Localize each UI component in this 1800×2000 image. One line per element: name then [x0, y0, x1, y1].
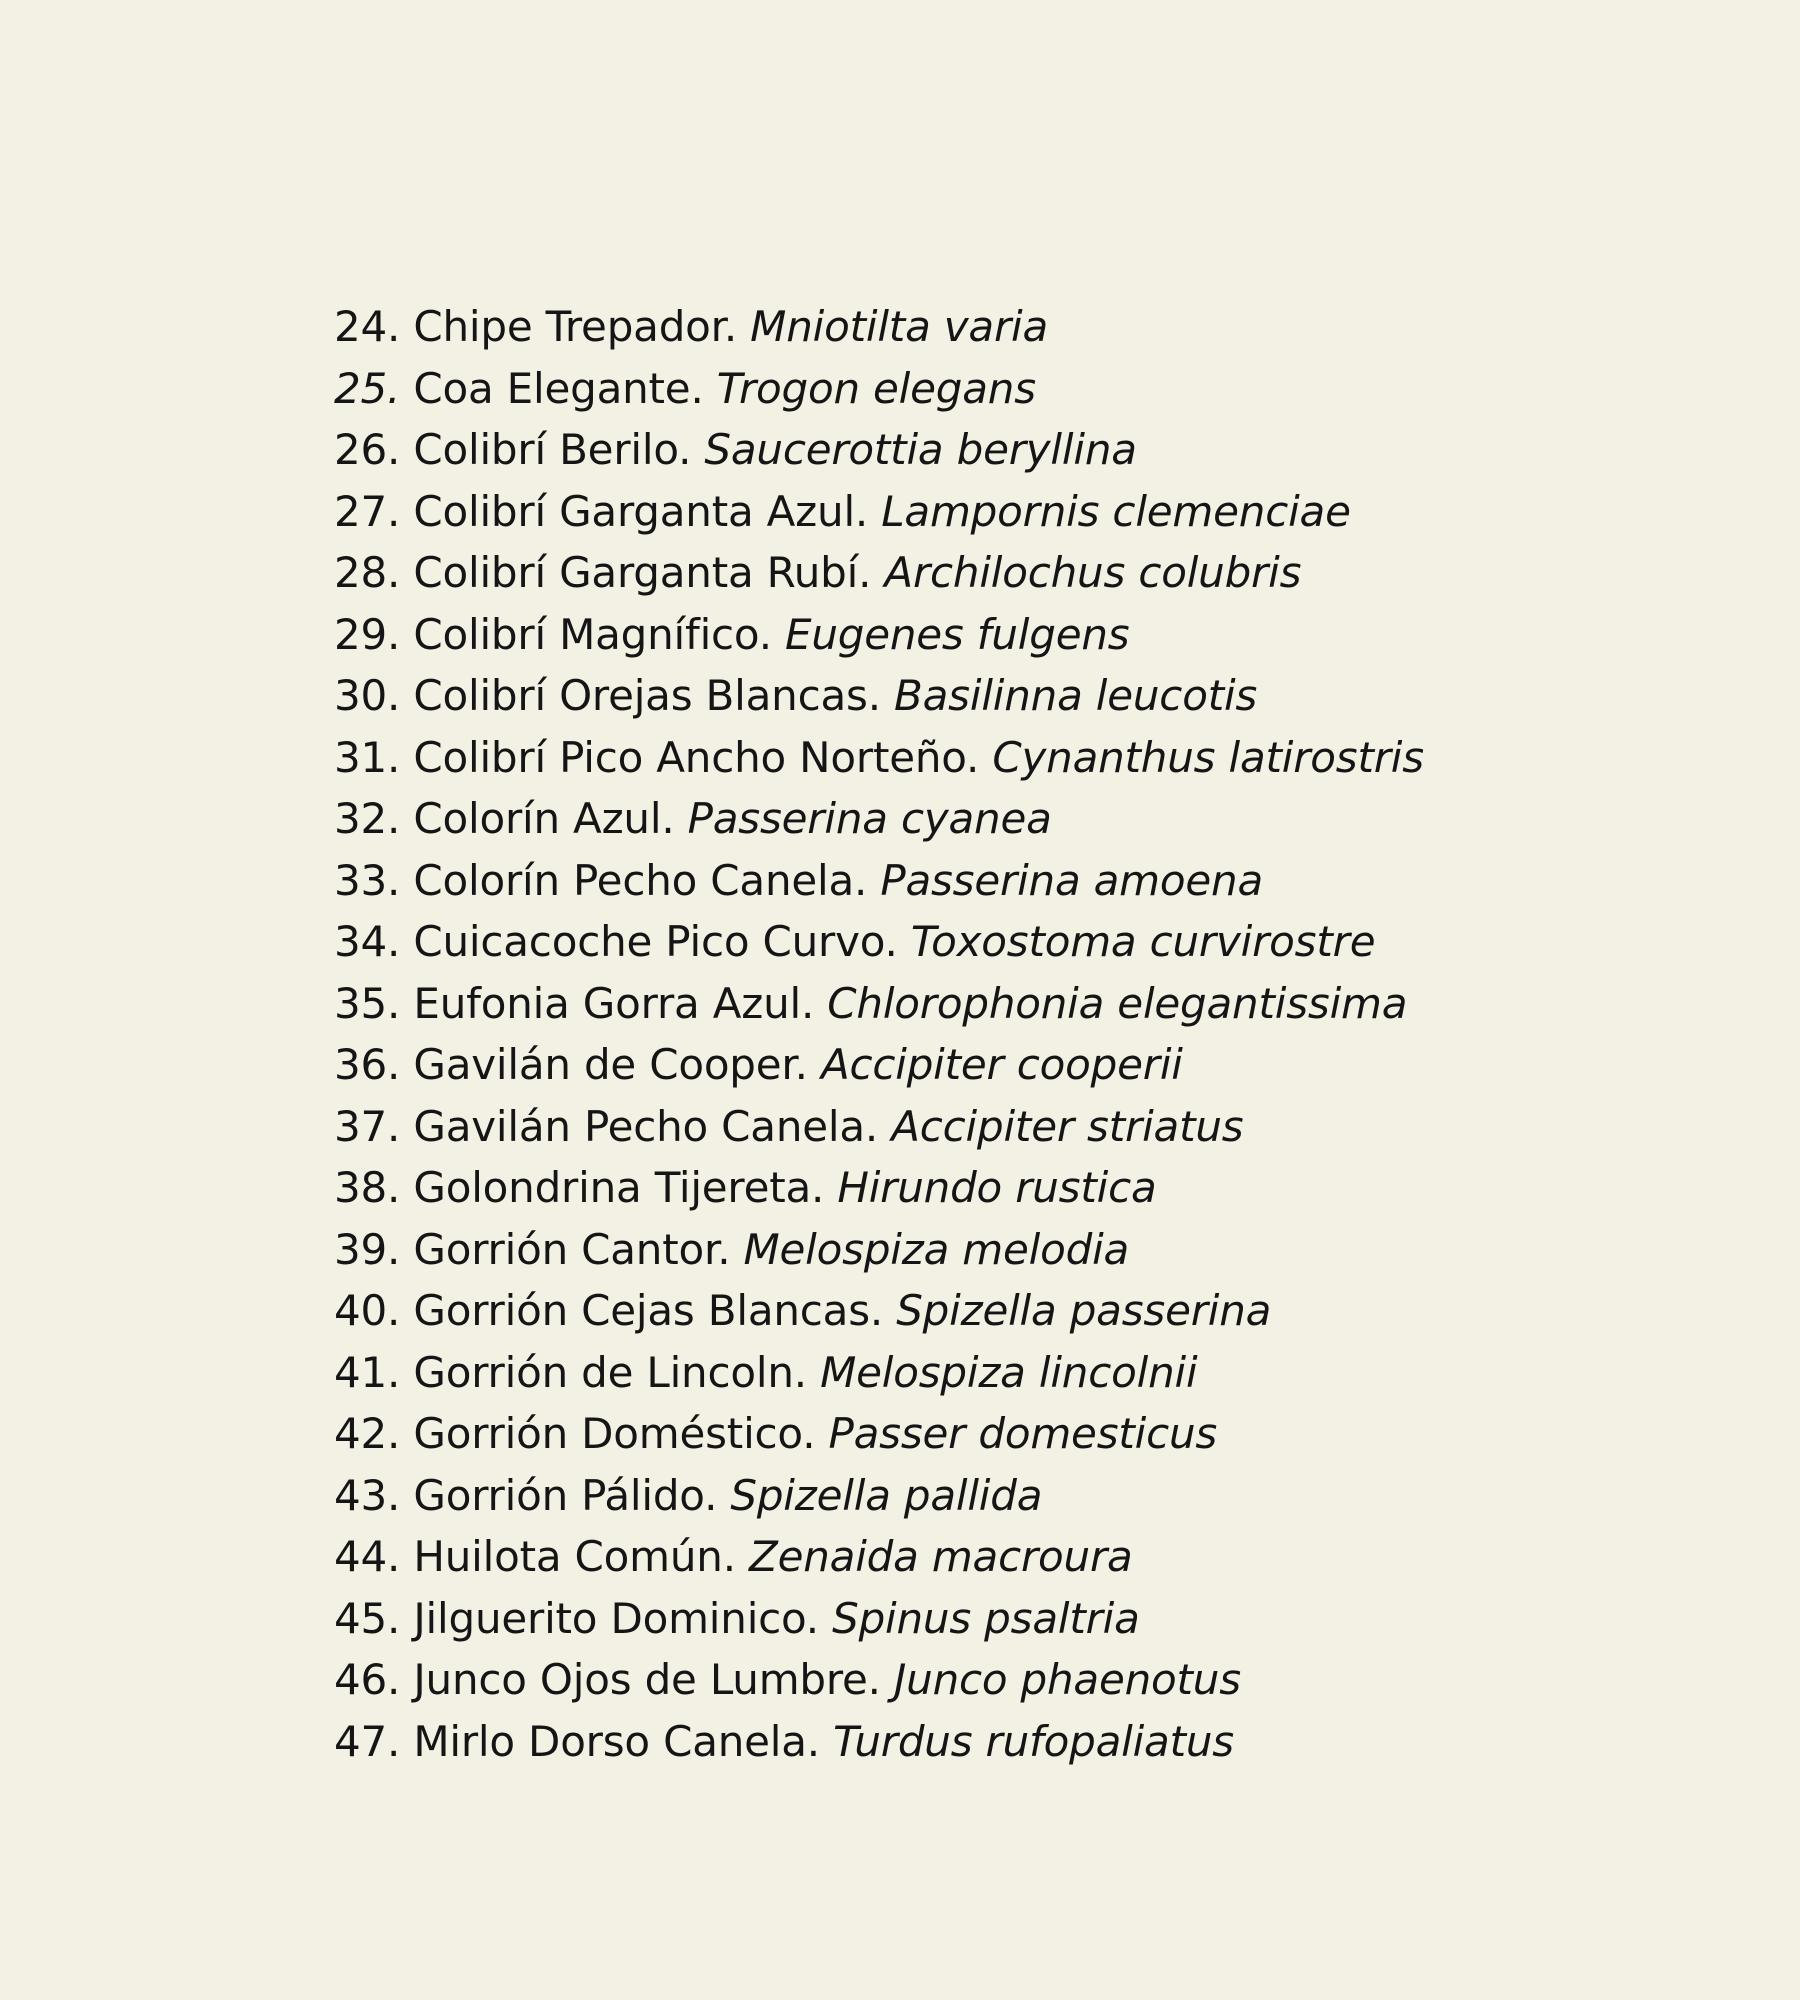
species-item	[334, 1711, 1424, 1773]
species-number: 31.	[334, 732, 401, 782]
scientific-name: Melospiza melodia	[743, 1224, 1130, 1274]
species-item	[334, 973, 1424, 1035]
common-name: Gavilán Pecho Canela.	[413, 1101, 879, 1151]
species-number: 36.	[334, 1040, 401, 1089]
common-name: Coa Elegante.	[413, 363, 704, 413]
common-name: Jilguerito Dominico.	[413, 1593, 819, 1643]
common-name: Mirlo Dorso Canela.	[413, 1716, 820, 1766]
scientific-name: Toxostoma curvirostre	[910, 917, 1376, 966]
species-item	[334, 481, 1424, 543]
common-name: Colibrí Berilo.	[413, 425, 692, 474]
common-name: Colibrí Pico Ancho Norteño.	[413, 732, 980, 782]
species-number: 27.	[334, 486, 401, 536]
common-name: Gorrión Cantor.	[413, 1224, 731, 1274]
species-item	[334, 1096, 1424, 1158]
species-item	[334, 542, 1424, 604]
common-name: Gorrión Doméstico.	[413, 1409, 816, 1458]
species-item	[334, 911, 1424, 973]
scientific-name: Passer domesticus	[828, 1409, 1218, 1458]
scientific-name: Spinus psaltria	[832, 1593, 1140, 1643]
species-item	[334, 1465, 1424, 1527]
species-item	[334, 788, 1424, 850]
species-item	[334, 604, 1424, 666]
species-number: 34.	[334, 917, 401, 966]
bird-species-list	[334, 296, 1424, 1772]
species-number: 47.	[334, 1716, 401, 1766]
species-number: 29.	[334, 609, 401, 659]
species-number: 44.	[334, 1532, 401, 1581]
common-name: Colorín Pecho Canela.	[413, 855, 868, 905]
species-item	[334, 1526, 1424, 1588]
species-item	[334, 1034, 1424, 1096]
scientific-name: Saucerottia beryllina	[704, 425, 1137, 474]
common-name: Golondrina Tijereta.	[413, 1163, 825, 1212]
species-item	[334, 665, 1424, 727]
species-item	[334, 850, 1424, 912]
species-number: 46.	[334, 1655, 401, 1704]
species-number: 25.	[334, 363, 401, 413]
species-item	[334, 1588, 1424, 1650]
common-name: Gorrión Pálido.	[413, 1470, 718, 1520]
common-name: Gorrión Cejas Blancas.	[413, 1286, 884, 1335]
species-item	[334, 1342, 1424, 1404]
scientific-name: Accipiter cooperii	[820, 1040, 1183, 1089]
scientific-name: Hirundo rustica	[837, 1163, 1157, 1212]
common-name: Colibrí Magnífico.	[413, 609, 772, 659]
species-item	[334, 1219, 1424, 1281]
species-number: 38.	[334, 1163, 401, 1212]
common-name: Cuicacoche Pico Curvo.	[413, 917, 898, 966]
species-number: 43.	[334, 1470, 401, 1520]
scientific-name: Melospiza lincolnii	[820, 1347, 1198, 1397]
scientific-name: Archilochus colubris	[884, 548, 1302, 597]
species-number: 24.	[334, 302, 401, 351]
species-number: 37.	[334, 1101, 401, 1151]
species-item	[334, 1280, 1424, 1342]
scientific-name: Trogon elegans	[716, 363, 1036, 413]
species-item	[334, 358, 1424, 420]
species-item	[334, 1157, 1424, 1219]
species-number: 45.	[334, 1593, 401, 1643]
scientific-name: Passerina amoena	[880, 855, 1263, 905]
common-name: Colibrí Garganta Rubí.	[413, 548, 872, 597]
species-number: 26.	[334, 425, 401, 474]
species-number: 33.	[334, 855, 401, 905]
species-item	[334, 727, 1424, 789]
species-number: 40.	[334, 1286, 401, 1335]
species-item	[334, 296, 1424, 358]
species-number: 28.	[334, 548, 401, 597]
common-name: Colibrí Garganta Azul.	[413, 486, 869, 536]
scientific-name: Eugenes fulgens	[785, 609, 1130, 659]
common-name: Gorrión de Lincoln.	[413, 1347, 807, 1397]
common-name: Chipe Trepador.	[413, 302, 738, 351]
common-name: Eufonia Gorra Azul.	[413, 978, 815, 1028]
species-number: 41.	[334, 1347, 401, 1397]
scientific-name: Spizella pallida	[730, 1470, 1043, 1520]
scientific-name: Chlorophonia elegantissima	[827, 978, 1408, 1028]
species-item	[334, 1403, 1424, 1465]
scientific-name: Zenaida macroura	[749, 1532, 1133, 1581]
common-name: Junco Ojos de Lumbre.	[413, 1655, 881, 1704]
common-name: Colibrí Orejas Blancas.	[413, 671, 881, 720]
species-item	[334, 419, 1424, 481]
scientific-name: Cynanthus latirostris	[992, 732, 1424, 782]
scientific-name: Passerina cyanea	[687, 794, 1052, 843]
scientific-name: Lampornis clemenciae	[881, 486, 1351, 536]
common-name: Colorín Azul.	[413, 794, 675, 843]
scientific-name: Turdus rufopaliatus	[833, 1716, 1234, 1766]
species-number: 35.	[334, 978, 401, 1028]
common-name: Gavilán de Cooper.	[413, 1040, 808, 1089]
scientific-name: Junco phaenotus	[893, 1655, 1241, 1704]
species-number: 39.	[334, 1224, 401, 1274]
common-name: Huilota Común.	[413, 1532, 736, 1581]
species-number: 30.	[334, 671, 401, 720]
scientific-name: Spizella passerina	[896, 1286, 1272, 1335]
species-item	[334, 1649, 1424, 1711]
scientific-name: Mniotilta varia	[750, 302, 1049, 351]
species-number: 42.	[334, 1409, 401, 1458]
species-number: 32.	[334, 794, 401, 843]
scientific-name: Accipiter striatus	[891, 1101, 1244, 1151]
scientific-name: Basilinna leucotis	[894, 671, 1258, 720]
